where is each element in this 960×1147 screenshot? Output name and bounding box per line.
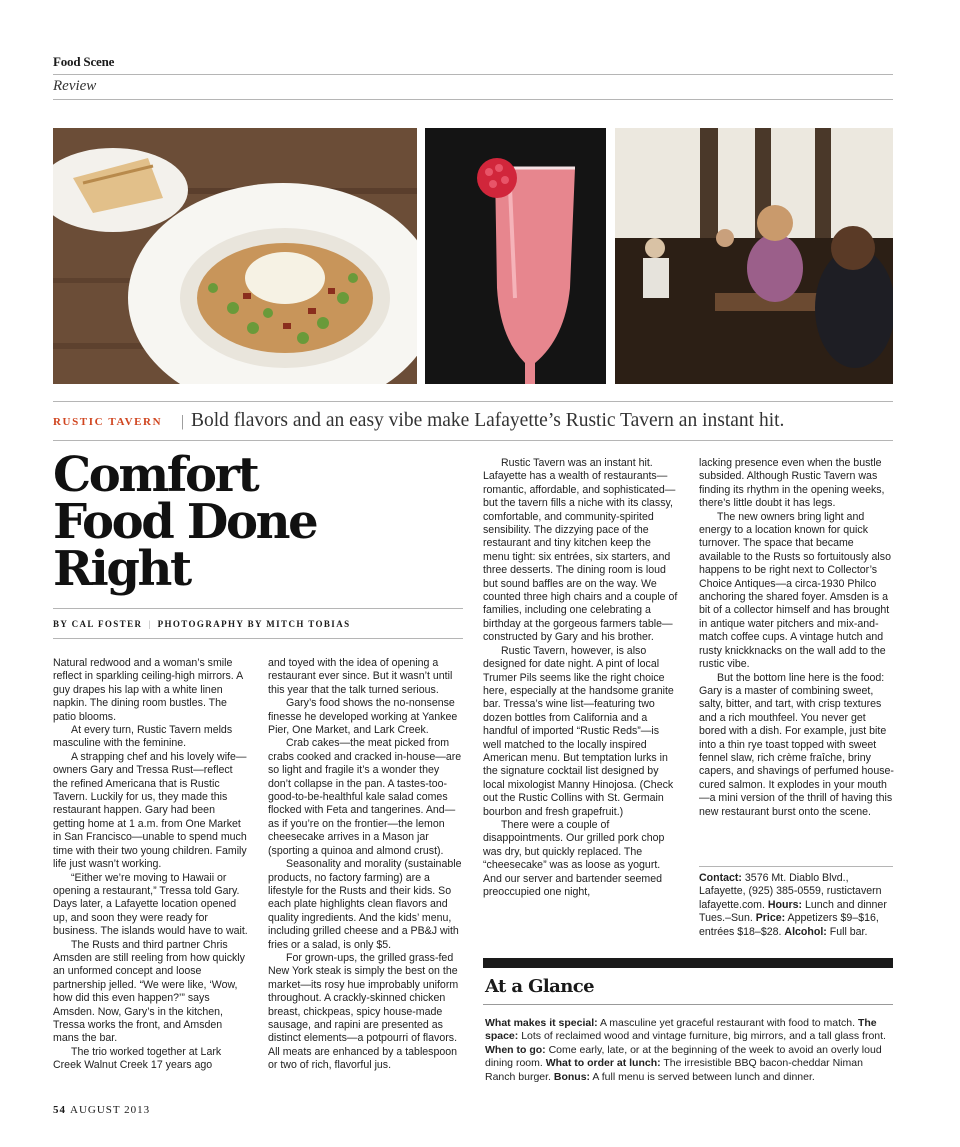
body-paragraph: Rustic Tavern, however, is also designed for date night. A pint of local Trumer Pils seems like the right choice here, especially at the handsome granite bar. Tressa’s wine list—featuring two dozen bottles from California and a handful of imported “Rustic Reds”—is well matched to the locally inspired American menu. But temptation lurks in the signature cocktail list designed by local mixologist Manny Hinojosa. (Check out the Rustic Collins with St. Germain bourbon and fresh grapefruit.) [483, 644, 674, 818]
body-paragraph: Rustic Tavern was an instant hit. Lafayette has a wealth of restaurants—romantic, affordable, and sophisticated—but the tavern fills a niche with its classy, comfortable, and community-spirited sensibility. The dizzying pace of the restaurant and tiny kitchen keep the menu tight: six entrées, six starters, and three desserts. The dining room is loud but sound baffles are on the way. We counted three high chairs and a couple of families, including one celebrating a birthday at the gorgeous farmers table—constructed by Gary and his brother. [483, 457, 678, 644]
hours-label: Hours: [767, 898, 803, 911]
body-column-2 [268, 657, 463, 1073]
contact-info [699, 872, 895, 939]
page-number: 54 [53, 1104, 66, 1116]
byline-separator: | [148, 619, 152, 629]
contact-label: Contact: [699, 872, 742, 884]
cocktail-photo [425, 128, 606, 384]
body-paragraph: A strapping chef and his lovely wife—owners Gary and Tressa Rust—reflect the refined Americana that is Rustic Tavern. Luckily for us, they made this restaurant happen. Gary had been getting home at 1 a.m. from One Market in San Francisco—unable to spend much time with their two young children. Family life just wasn’t working. [53, 750, 247, 871]
body-column-3 [483, 457, 678, 899]
glance-text: The irresistible BBQ bacon-cheddar Niman Ranch burger. [485, 1057, 863, 1083]
glance-label: What makes it special: [485, 1017, 598, 1029]
body-paragraph: and toyed with the idea of opening a restaurant ever since. But it wasn’t until this year that the talk turned serious. [268, 657, 453, 696]
section-subtitle: Review [53, 78, 97, 94]
body-paragraph: At every turn, Rustic Tavern melds masculine with the feminine. [53, 724, 233, 750]
glance-bar [483, 958, 893, 968]
contact-rule [699, 866, 893, 867]
glance-label: Bonus: [553, 1070, 591, 1083]
body-paragraph: Seasonality and morality (sustainable products, no factory farming) are a lifestyle for the Rusts and their kids. So each plate highlights clean flavors and quality ingredients. And the kids’ menu, including grilled cheese and a PB&J with fries or a salad, is only $5. [268, 858, 462, 951]
byline-rule [53, 608, 463, 609]
price-text: Appetizers $9–$16, entrées $18–$28. [699, 912, 879, 938]
body-paragraph: The Rusts and third partner Chris Amsden are still reeling from how quickly an unformed concept and loose partnership jelled. “We were like, ‘Wow, how did this even happen?’” says Amsden. Now, Gary’s in the kitchen, Tressa works the front, and Amsden mans the bar. [53, 938, 245, 1045]
body-paragraph: “Either we’re moving to Hawaii or opening a restaurant,” Tressa told Gary. Days later, a Lafayette location opened up, and soon they were ready for business. The islands would have to wait. [53, 871, 248, 938]
body-paragraph: Natural redwood and a woman’s smile reflect in sparkling ceiling-high mirrors. A guy drapes his lap with a white linen napkin. The dining room bustles. The patio blooms. [53, 657, 243, 723]
body-paragraph: The trio worked together at Lark Creek Walnut Creek 17 years ago [53, 1045, 222, 1072]
body-column-4 [699, 457, 894, 819]
article-headline [53, 447, 463, 597]
deck-separator: | [181, 413, 185, 430]
headline-line: Right [53, 541, 190, 597]
headline-line: Food Done [53, 494, 317, 550]
headline-line: Comfort [53, 447, 258, 503]
glance-label: What to order at lunch: [545, 1057, 661, 1070]
body-paragraph: There were a couple of disappointments. Our grilled pork chop was dry, but quickly replaced. The “cheesecake” was as loose as yogurt. And our server and bartender seemed preoccupied one night, [483, 818, 665, 898]
section-header [53, 54, 893, 100]
glance-body [485, 1017, 895, 1084]
glance-text: A masculine yet graceful restaurant with food to match. [597, 1017, 858, 1029]
glance-label: The space: [485, 1017, 877, 1043]
alcohol-text: Full bar. [826, 925, 868, 938]
pasta-plate-photo [53, 128, 417, 384]
byline [53, 619, 351, 629]
body-paragraph: Gary’s food shows the no-nonsense finesse he developed working at Yankee Pier, One Market, and Lark Creek. [268, 697, 458, 737]
glance-text: Come early, late, or at the beginning of the week to avoid an overly loud dining room. [485, 1043, 882, 1070]
dining-room-photo [615, 128, 893, 384]
deck-text: Bold flavors and an easy vibe make Lafayette’s Rustic Tavern an instant hit. [191, 410, 785, 431]
issue-date: AUGUST 2013 [70, 1104, 151, 1116]
price-label: Price: [755, 912, 786, 925]
body-paragraph: For grown-ups, the grilled grass-fed New York steak is simply the best on the market—its rosy hue improbably uniform throughout. A crackly-skinned chicken breast, chickpeas, spicy house-made sausage, and rapini are presented as distinct elements—a potpourri of flavors. All meats are enhanced by a tablespoon or two of rich, flavorful jus. [268, 951, 459, 1072]
body-paragraph: The new owners bring light and energy to a location known for quick turnover. The space that became available to the Rusts so fortuitously also happens to be right next to Collector’s Choice Antiques—a circa-1930 Philco anchoring the shared foyer. Amsden is a bit of a collector himself and has brought in antique water pitchers and mix-and-match coffee cups. A vintage hutch and rusty knickknacks on the wall add to the rustic vibe. [699, 510, 891, 671]
alcohol-label: Alcohol: [784, 925, 827, 938]
section-subrule [53, 99, 893, 100]
glance-text: A full menu is served between lunch and dinner. [590, 1070, 815, 1083]
body-paragraph: Crab cakes—the meat picked from crabs cooked and cracked in-house—are so light and fragile it’s a wonder they don’t collapse in the pan. A tastes-too-good-to-be-healthful kale salad comes flocked with Feta and tangerines. And—as if you’re on the frontier—the lemon cheesecake arrives in a Mason jar (sporting a quinoa and almond crust). [268, 737, 462, 857]
author-credit: BY CAL FOSTER [53, 619, 143, 629]
photographer-credit: PHOTOGRAPHY BY MITCH TOBIAS [157, 619, 351, 629]
byline-rule [53, 638, 463, 639]
glance-label: When to go: [485, 1043, 546, 1056]
article-deck [53, 401, 893, 441]
restaurant-kicker: RUSTIC TAVERN [53, 416, 163, 428]
glance-rule [483, 1004, 893, 1005]
page-folio [53, 1104, 150, 1116]
glance-title: At a Glance [485, 976, 594, 997]
section-rule [53, 74, 893, 75]
glance-text: Lots of reclaimed wood and vintage furniture, big mirrors, and a tall glass front. [518, 1030, 886, 1043]
body-column-1 [53, 657, 248, 1073]
contact-text: 3576 Mt. Diablo Blvd., Lafayette, (925) 385-0559, rustictavern lafayette.com. [699, 872, 882, 911]
hours-text: Lunch and dinner Tues.–Sun. [699, 898, 887, 925]
section-name: Food Scene [53, 54, 115, 69]
body-paragraph: lacking presence even when the bustle subsided. Although Rustic Tavern was finding its rhythm in the opening weeks, there’s little doubt it has legs. [699, 457, 885, 510]
body-paragraph: But the bottom line here is the food: Gary is a master of combining sweet, salty, bitter, and tart, with crisp textures and a rich mouthfeel. You never get bored with a dish. For example, just bite into a thin rye toast topped with sweet fennel slaw, rich crème fraîche, briny capers, and shavings of perfumed house-cured salmon. It explodes in your mouth—a mini version of the thrill of having this new restaurant burst onto the scene. [699, 671, 894, 818]
